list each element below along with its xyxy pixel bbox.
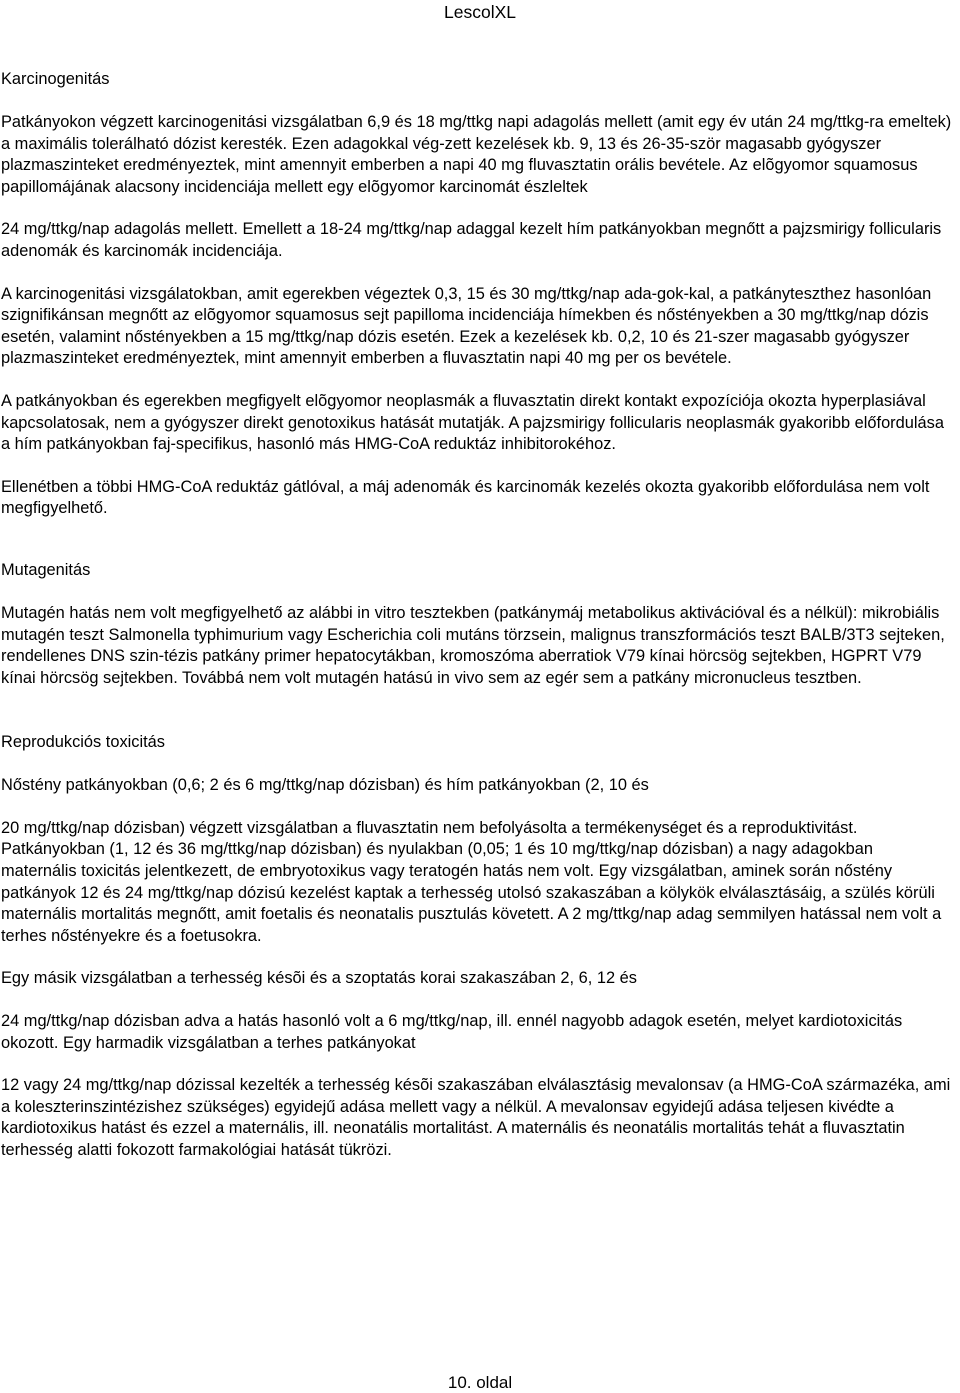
reproduction-paragraph-3: Egy másik vizsgálatban a terhesség késõi és a szoptatás korai szakaszában 2, 6, 12 és xyxy=(1,969,637,988)
section-heading-mutagenicity: Mutagenitás xyxy=(1,560,91,579)
carcinogenicity-paragraph-2: 24 mg/ttkg/nap adagolás mellett. Emellett a 18-24 mg/ttkg/nap adaggal kezelt hím patkányokban megnőtt a pajzsmirigy follicularis adenomák és karcinomák incidenciája. xyxy=(1,220,942,260)
mutagenicity-paragraph-1: Mutagén hatás nem volt megfigyelhető az alábbi in vitro tesztekben (patkánymáj metabolikus aktivációval és a nélkül): mikrobiális mutagén teszt Salmonella typhimurium vagy Escherichia coli mutáns törzsein, malignus transzformációs teszt BALB/3T3 sejteken, rendellenes DNS szin-tézis patkány primer hepatocytákban, kromoszóma aberratiok V79 kínai hörcsög sejtekben, HGPRT V79 kínai hörcsög sejtekben. Továbbá nem volt mutagén hatású in vivo sem az egér sem a patkány micronucleus tesztben. xyxy=(1,603,945,687)
reproduction-paragraph-1: Nőstény patkányokban (0,6; 2 és 6 mg/ttkg/nap dózisban) és hím patkányokban (2, 10 és xyxy=(1,776,649,795)
document-body xyxy=(1,68,953,1162)
carcinogenicity-paragraph-4: A patkányokban és egerekben megfigyelt elõgyomor neoplasmák a fluvasztatin direkt kontakt expozíciója okozta hyperplasiával kapcsolatosak, nem a gyógyszer direkt genotoxikus hatását mutatják. A pajzsmirigy follicularis neoplasmák gyakoribb előfordulása a hím patkányokban faj-specifikus, hasonló más HMG-CoA reduktáz inhibitorokéhoz. xyxy=(1,391,944,454)
carcinogenicity-paragraph-5: Ellenétben a többi HMG-CoA reduktáz gátlóval, a máj adenomák és karcinomák kezelés okozta gyakoribb előfordulása nem volt megfigyelhető. xyxy=(1,477,930,518)
reproduction-paragraph-2: 20 mg/ttkg/nap dózisban) végzett vizsgálatban a fluvasztatin nem befolyásolta a termékenységet és a reproduktivitást. Patkányokban (1, 12 és 36 mg/ttkg/nap dózisban) és nyulakban (0,05; 1 és 10 mg/ttkg/nap dózisban) a nagy adagokban maternális toxicitás jelentkezett, de embryotoxikus vagy teratogén hatás nem volt. Egy vizsgálatban, aminek során nőstény patkányok 12 és 24 mg/ttkg/nap dózisú kezelést kaptak a terhesség utolsó szakaszában a kölykök elválasztásáig, a szülés körüli maternális mortalitás megnőtt, amit foetalis és neonatalis pusztulás követett. A 2 mg/ttkg/nap adag semmilyen hatással nem volt a terhes nőstényekre és a foetusokra. xyxy=(1,818,942,945)
carcinogenicity-paragraph-3: A karcinogenitási vizsgálatokban, amit egerekben végeztek 0,3, 15 és 30 mg/ttkg/nap ada-gok-kal, a patkányteszthez hasonlóan szignifikánsan megnőtt az elõgyomor squamosus sejt papilloma incidenciája hímekben és nőstényekben a 30 mg/ttkg/nap dózis esetén, valamint nőstényekben a 15 mg/ttkg/nap dózis esetén. Ezek a kezelések kb. 0,2, 10 és 21-szer magasabb gyógyszer plazmaszinteket eredményeztek, mint amennyit emberben a fluvasztatin napi 40 mg per os bevétele. xyxy=(1,284,932,368)
document-header-title: LescolXL xyxy=(444,2,516,22)
reproduction-paragraph-5: 12 vagy 24 mg/ttkg/nap dózissal kezelték a terhesség késõi szakaszában elválasztásig mevalonsav (a HMG-CoA származéka, ami a koleszterinszintézishez szükséges) egyidejű adása mellett vagy a nélkül. A mevalonsav egyidejű adása teljesen kivédte a kardiotoxikus hatást és ezzel a maternális, ill. neonatális mortalitást. A maternális és neonatális mortalitás tehát a fluvasztatin terhesség alatti fokozott farmakológiai hatását tükrözi. xyxy=(1,1076,951,1159)
section-heading-reproduction: Reprodukciós toxicitás xyxy=(1,733,165,752)
reproduction-paragraph-4: 24 mg/ttkg/nap dózisban adva a hatás hasonló volt a 6 mg/ttkg/nap, ill. ennél nagyobb adagok esetén, melyet kardiotoxicitás okozott. Egy harmadik vizsgálatban a terhes patkányokat xyxy=(1,1012,903,1052)
page-number: 10. oldal xyxy=(447,1373,513,1392)
carcinogenicity-paragraph-1: Patkányokon végzett karcinogenitási vizsgálatban 6,9 és 18 mg/ttkg napi adagolás mellett (amit egy év után 24 mg/ttkg-ra emeltek) a maximális tolerálható dózist keresték. Ezen adagokkal vég-zett kezelések kb. 9, 13 és 26-35-ször magasabb gyógyszer plazmaszinteket eredményeztek, mint amennyit emberben a napi 40 mg fluvasztatin orális bevétele. Az elõgyomor squamosus papillomájának alacsony incidenciája mellett egy elõgyomor karcinomát észleltek xyxy=(1,113,952,196)
section-heading-carcinogenicity: Karcinogenitás xyxy=(1,70,110,88)
